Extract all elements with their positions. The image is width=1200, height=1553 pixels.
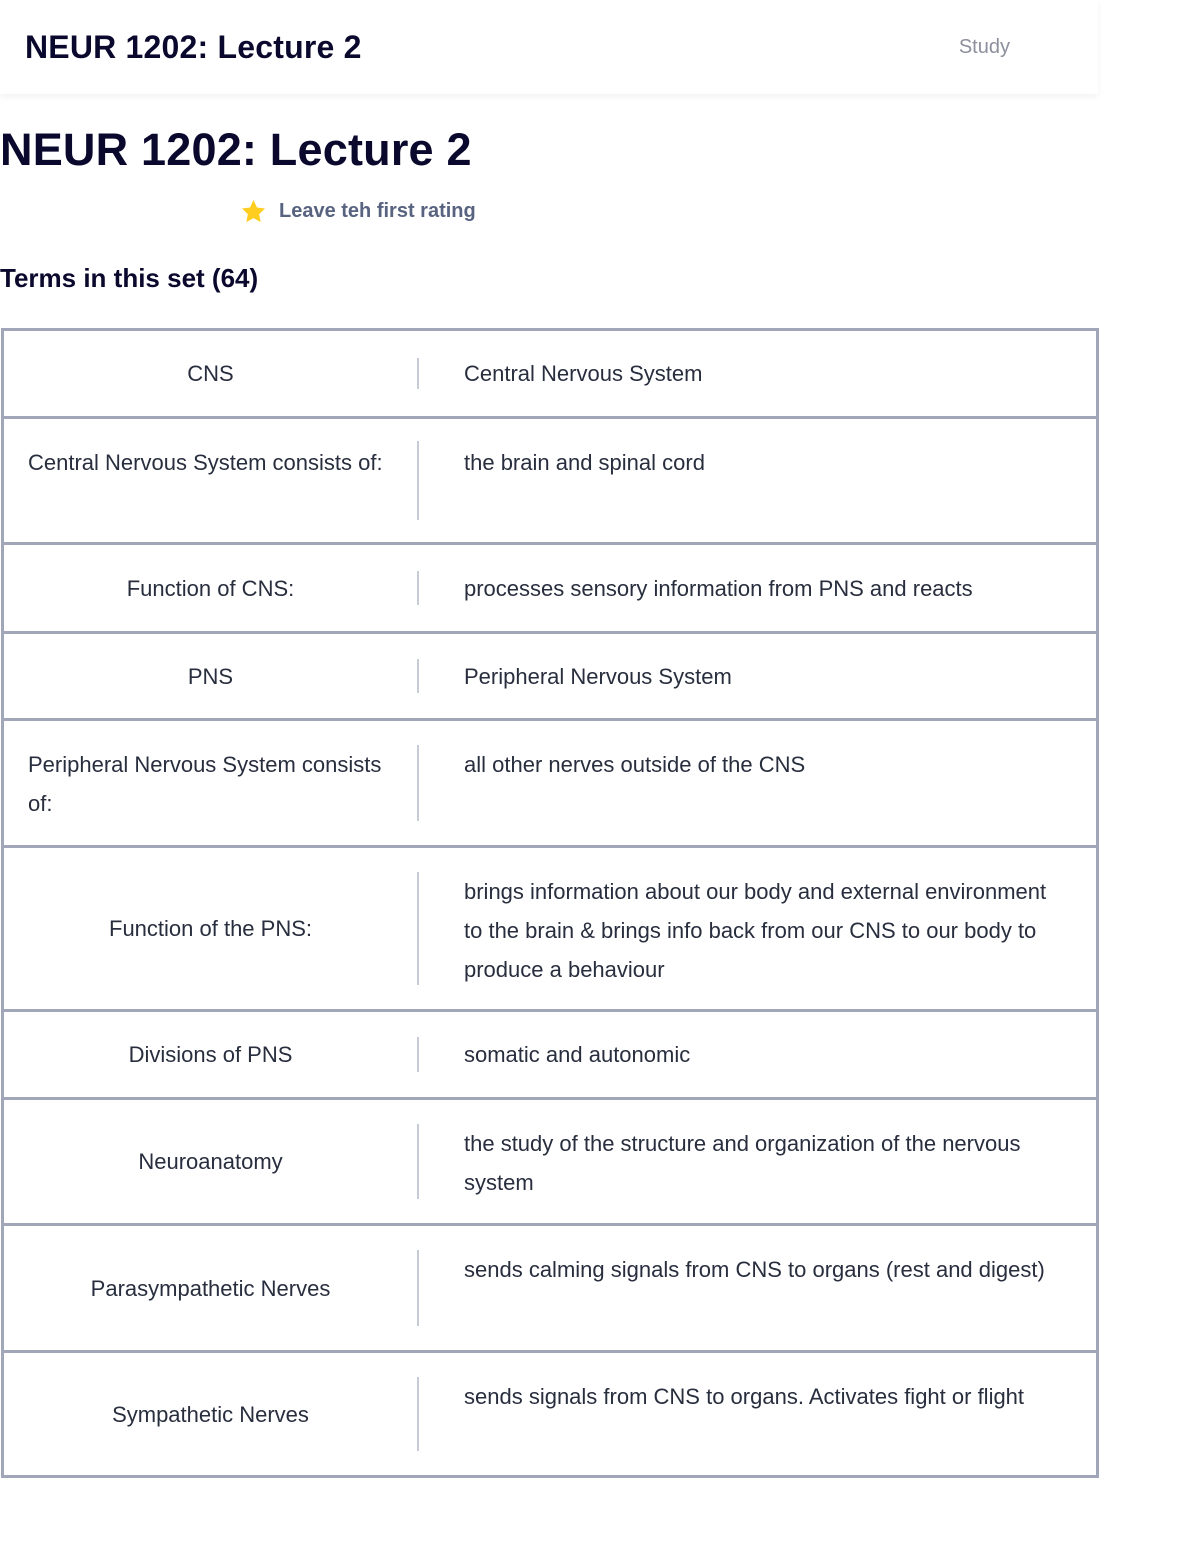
term-row [1, 718, 1099, 848]
term-row [1, 1097, 1099, 1226]
definition-text: the brain and spinal cord [464, 450, 705, 475]
definition-text: the study of the structure and organization of the nervous system [464, 1131, 1021, 1195]
term-text: Peripheral Nervous System consists of: [28, 752, 382, 816]
term-row [1, 542, 1099, 634]
term-row [1, 328, 1099, 419]
star-icon [240, 198, 267, 225]
definition-text: Central Nervous System [464, 361, 703, 386]
definition-text: sends calming signals from CNS to organs (rest and digest) [464, 1257, 1045, 1282]
term-text: Parasympathetic Nerves [90, 1275, 331, 1301]
term-row [1, 1009, 1099, 1100]
terms-list [1, 328, 1099, 1478]
header-title: NEUR 1202: Lecture 2 [25, 28, 362, 65]
definition-text: processes sensory information from PNS and reacts [464, 575, 973, 601]
rating-prompt[interactable] [240, 198, 476, 225]
term-text: Neuroanatomy [138, 1149, 283, 1174]
term-row [1, 1223, 1099, 1353]
term-row [1, 845, 1099, 1012]
term-text: Divisions of PNS [128, 1042, 293, 1067]
top-header [0, 0, 1098, 94]
definition-text: brings information about our body and external environment to the brain & brings info back from our CNS to our body to produce a behaviour [464, 879, 1047, 982]
page-title: NEUR 1202: Lecture 2 [0, 124, 472, 175]
terms-heading: Terms in this set (64) [0, 263, 259, 293]
term-text: Function of the PNS: [109, 916, 312, 941]
term-row [1, 416, 1099, 545]
study-link[interactable]: Study [958, 35, 1010, 58]
term-text: Function of CNS: [126, 575, 295, 601]
definition-text: somatic and autonomic [464, 1042, 691, 1067]
term-row [1, 1350, 1099, 1478]
term-row [1, 631, 1099, 721]
term-text: CNS [187, 361, 234, 386]
term-text: PNS [187, 663, 234, 689]
definition-text: all other nerves outside of the CNS [464, 752, 806, 777]
term-text: Sympathetic Nerves [112, 1401, 309, 1427]
term-text: Central Nervous System consists of: [28, 450, 383, 475]
rating-text[interactable]: Leave teh first rating [279, 200, 476, 222]
definition-text: Peripheral Nervous System [464, 663, 732, 689]
definition-text: sends signals from CNS to organs. Activates fight or flight [464, 1384, 1025, 1409]
